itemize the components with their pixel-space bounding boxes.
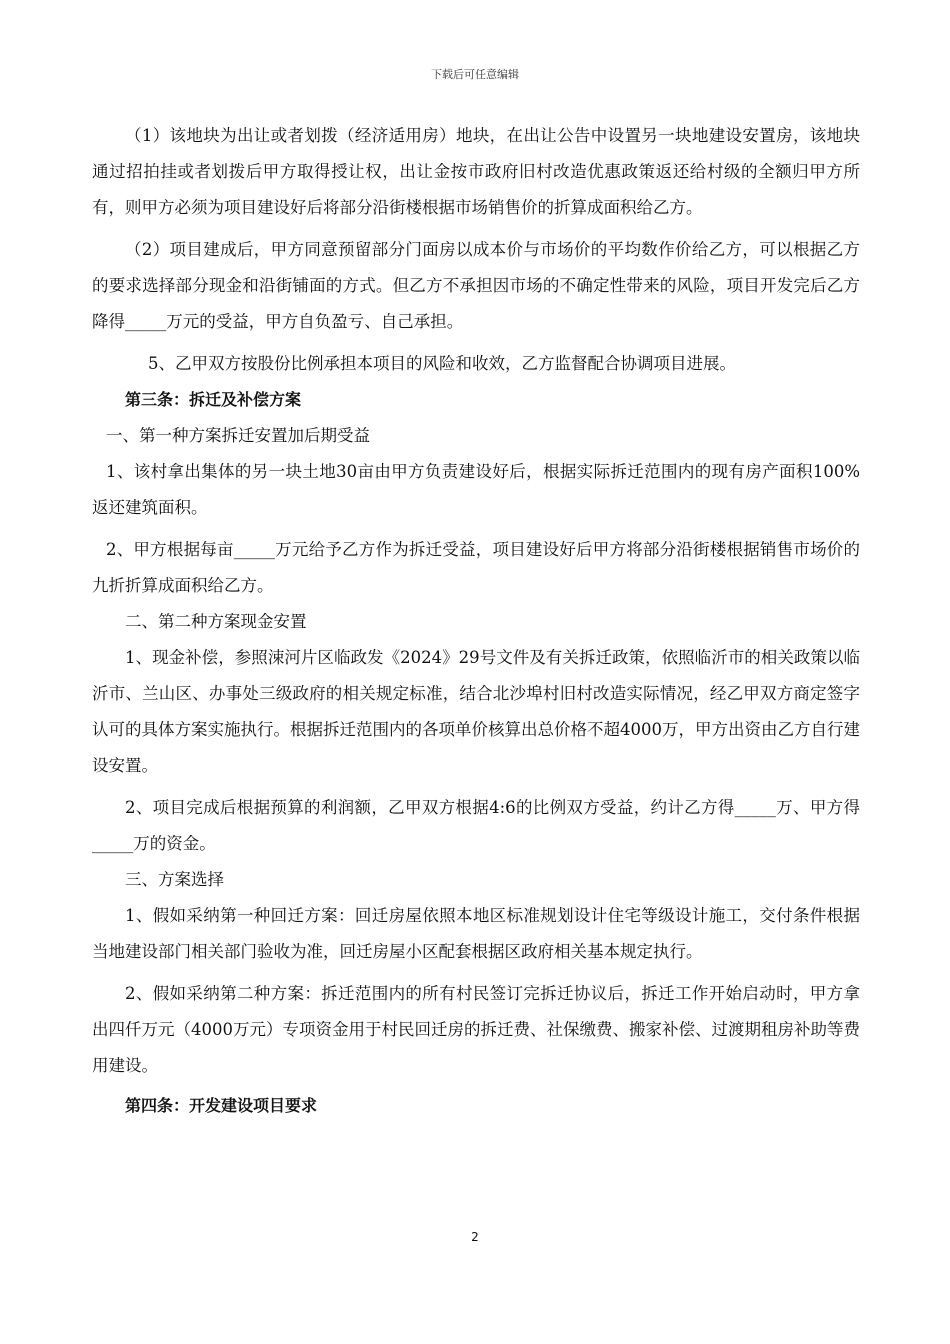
paragraph-item-5: 5、乙甲双方按股份比例承担本项目的风险和收效，乙方监督配合协调项目进展。 [148, 354, 736, 373]
paragraph-selection-item-1: 1、假如采纳第一种回迁方案：回迁房屋依照本地区标准规划设计住宅等级设计施工，交付条件根据当地建设部门相关部门验收为准，回迁房屋小区配套根据区政府相关基本规定执行。 [92, 906, 860, 961]
section-heading-article-4: 第四条：开发建设项目要求 [125, 1096, 318, 1115]
page-header: 下载后可任意编辑 [431, 68, 519, 81]
page-number: 2 [471, 1230, 479, 1244]
subheading-option-2: 二、第二种方案现金安置 [125, 612, 307, 631]
paragraph-option-2-item-2: 2、项目完成后根据预算的利润额，乙甲双方根据4:6的比例双方受益，约计乙方得_____万、甲方得_____万的资金。 [92, 798, 860, 853]
paragraph-selection-item-2: 2、假如采纳第二种方案：拆迁范围内的所有村民签订完拆迁协议后，拆迁工作开始启动时，甲方拿出四仟万元（4000万元）专项资金用于村民回迁房的拆迁费、社保缴费、搬家补偿、过渡期租房补助等费用建设。 [92, 984, 860, 1075]
subheading-option-1: 一、第一种方案拆迁安置加后期受益 [106, 426, 370, 445]
document-body [92, 118, 860, 1124]
section-heading-article-3: 第三条：拆迁及补偿方案 [125, 390, 302, 409]
paragraph-option-1-item-1: 1、该村拿出集体的另一块土地30亩由甲方负责建设好后，根据实际拆迁范围内的现有房产面积100%返还建筑面积。 [92, 462, 860, 517]
paragraph-clause-4-2: （2）项目建成后，甲方同意预留部分门面房以成本价与市场价的平均数作价给乙方，可以根据乙方的要求选择部分现金和沿街铺面的方式。但乙方不承担因市场的不确定性带来的风险，项目开发完后乙方降得_____万元的受益，甲方自负盈亏、自己承担。 [92, 240, 860, 331]
paragraph-clause-4-1: （1）该地块为出让或者划拨（经济适用房）地块，在出让公告中设置另一块地建设安置房，该地块通过招拍挂或者划拨后甲方取得授让权，出让金按市政府旧村改造优惠政策返还给村级的全额归甲方所有，则甲方必须为项目建设好后将部分沿街楼根据市场销售价的折算成面积给乙方。 [92, 126, 860, 217]
subheading-option-selection: 三、方案选择 [125, 870, 224, 889]
paragraph-option-2-item-1: 1、现金补偿，参照涑河片区临政发《2024》29号文件及有关拆迁政策，依照临沂市的相关政策以临沂市、兰山区、办事处三级政府的相关规定标准，结合北沙埠村旧村改造实际情况，经乙甲双方商定签字认可的具体方案实施执行。根据拆迁范围内的各项单价核算出总价格不超4000万，甲方出资由乙方自行建设安置。 [92, 648, 860, 775]
paragraph-option-1-item-2: 2、甲方根据每亩_____万元给予乙方作为拆迁受益，项目建设好后甲方将部分沿街楼根据销售市场价的九折折算成面积给乙方。 [92, 540, 860, 595]
